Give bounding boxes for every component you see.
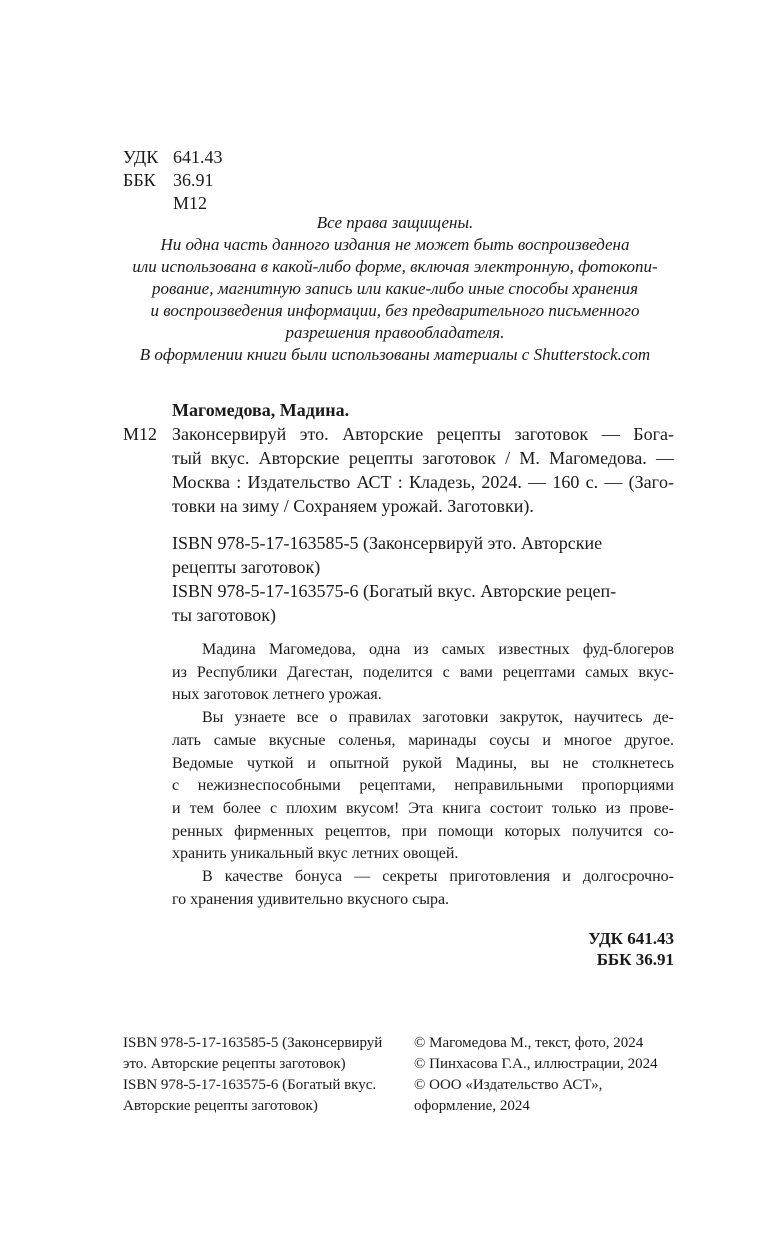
rights-notice [100,212,690,366]
rights-line: Все права защищены. [316,213,474,232]
rights-line: и воспроизведения информации, без предварительного письменного [150,301,640,320]
isbn-line: ты заготовок) [172,605,277,625]
author-sign-left: М12 [123,424,158,444]
annotation-line: хранить уникальный вкус летних овощей. [172,845,459,863]
bibliographic-description [172,422,674,518]
footer-isbn-line: ISBN 978-5-17-163575-6 (Богатый вкус. [123,1077,377,1093]
udk-label: УДК [123,147,159,167]
author-heading: Магомедова, Мадина. [172,400,350,420]
annotation-line: лать самые вкусные соленья, маринады соусы и многое другое. [172,731,674,749]
udk-code-right: УДК 641.43 [588,929,674,948]
bbk-row [123,169,223,192]
author-sign: М12 [173,193,208,213]
footer-isbn-line: это. Авторские рецепты заготовок) [123,1056,346,1072]
udk-row [123,146,223,169]
annotation-line: из Республики Дагестан, поделится с вами рецептами самых вкус- [172,663,674,681]
rights-line: В оформлении книги были использованы материалы с Shutterstock.com [139,345,651,364]
isbn-block [172,531,674,627]
copyright-block [414,1033,658,1117]
annotation-line: ренных фирменных рецептов, при помощи которых получится со- [172,822,674,840]
annotation-line: с нежизнеспособными рецептами, неправильными пропорциями [172,777,674,795]
annotation-line: Ведомые чуткой и опытной рукой Мадины, вы не столкнетесь [172,754,674,772]
copyright-line: © ООО «Издательство АСТ», [414,1077,603,1093]
classification-codes-right [588,928,674,970]
annotation-line: Мадина Магомедова, одна из самых известных фуд-блогеров [202,641,674,658]
rights-line: Ни одна часть данного издания не может быть воспроизведена [160,235,630,254]
copyright-line: © Пинхасова Г.А., иллюстрации, 2024 [414,1056,658,1072]
copyright-line: © Магомедова М., текст, фото, 2024 [414,1035,644,1051]
biblio-line: Москва : Издательство АСТ : Кладезь, 2024. — 160 с. — (Загo- [172,472,674,492]
bbk-code-right: ББК 36.91 [596,950,674,969]
udk-value: 641.43 [173,147,223,167]
bbk-label: ББК [123,170,156,190]
biblio-line: тый вкус. Авторские рецепты заготовок / М. Магомедова. — [172,448,674,468]
annotation-line: го хранения удивительно вкусного сыра. [172,890,450,908]
copyright-line: оформление, 2024 [414,1098,530,1114]
annotation-line: и тем более с плохим вкусом! Эта книга состоит только из прове- [172,799,674,817]
rights-line: разрешения правообладателя. [285,323,505,342]
footer-isbn [123,1033,398,1117]
rights-line: или использована в какой-либо форме, включая электронную, фотокопи- [132,257,658,276]
annotation [172,639,674,911]
annotation-line: ных заготовок летнего урожая. [172,686,382,704]
biblio-line: товки на зиму / Сохраняем урожай. Заготовки). [172,496,534,516]
isbn-line: рецепты заготовок) [172,557,321,577]
annotation-line: В качестве бонуса — секреты приготовления и долгосрочно- [202,868,674,886]
annotation-line: Вы узнаете все о правилах заготовки закруток, научитесь де- [202,709,674,727]
classification-codes [123,146,223,215]
isbn-line: ISBN 978-5-17-163585-5 (Законсервируй это. Авторские [172,533,603,553]
rights-line: рование, магнитную запись или какие-либо иные способы хранения [151,279,638,298]
footer-isbn-line: ISBN 978-5-17-163585-5 (Законсервируй [123,1035,383,1051]
bbk-value: 36.91 [173,170,214,190]
footer-isbn-line: Авторские рецепты заготовок) [123,1098,318,1114]
biblio-line: Законсервируй это. Авторские рецепты заготовок — Бога- [172,424,674,444]
isbn-line: ISBN 978-5-17-163575-6 (Богатый вкус. Авторские рецеп- [172,581,617,601]
